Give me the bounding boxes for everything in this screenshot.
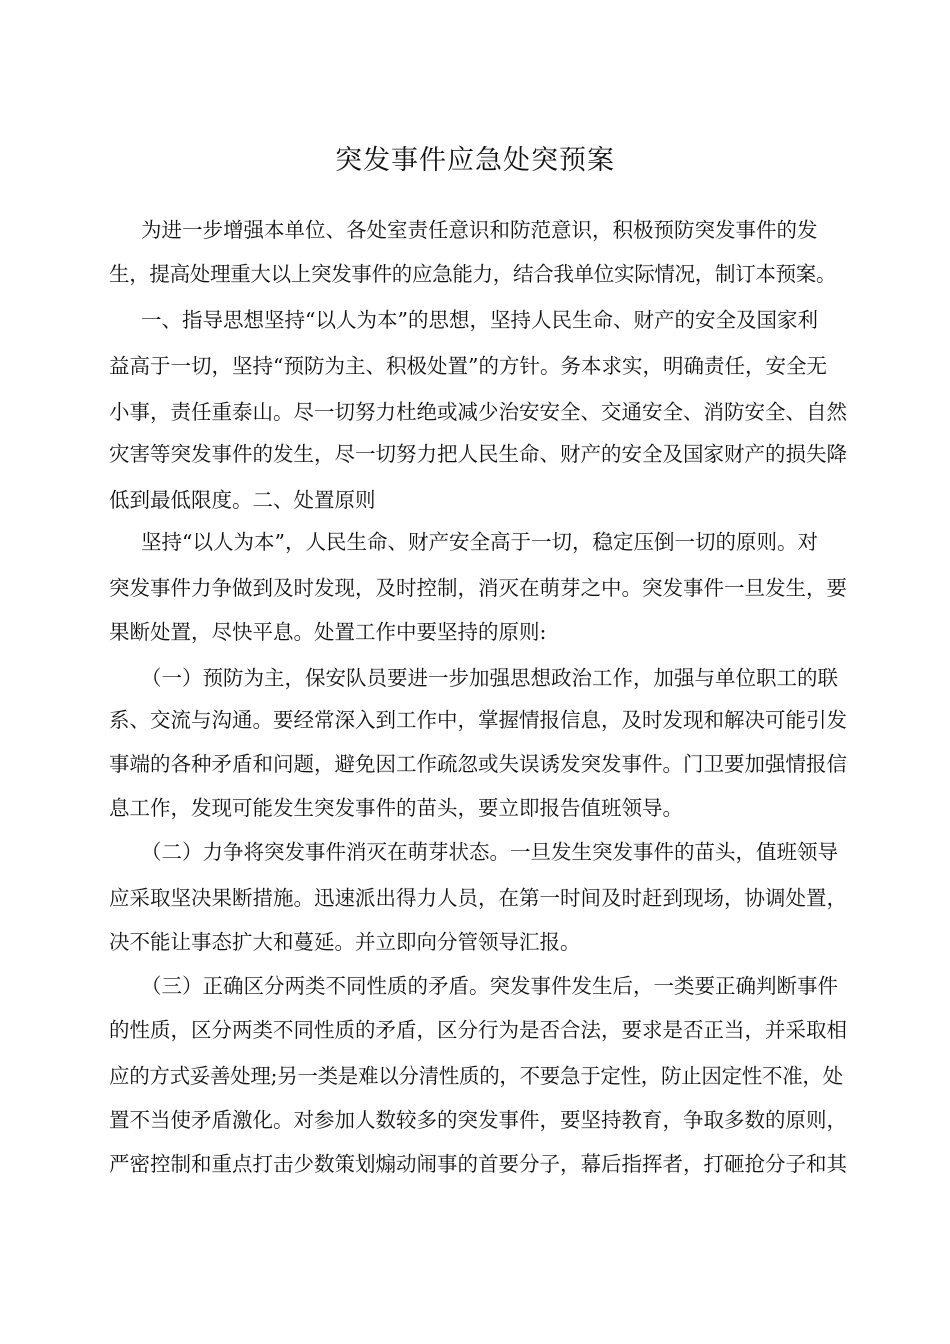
paragraph-line: 一、指导思想坚持“以人为本”的思想，坚持人民生命、财产的安全及国家利 [141,308,818,332]
paragraph-line: 系、交流与沟通。要经常深入到工作中，掌握情报信息，及时发现和解决可能引发 [109,708,847,732]
paragraph-line: 低到最低限度。二、处置原则 [109,488,376,512]
paragraph-line: 灾害等突发事件的发生，尽一切努力把人民生命、财产的安全及国家财产的损失降 [109,442,847,466]
paragraph-line: 置不当使矛盾激化。对参加人数较多的突发事件，要坚持教育，争取多数的原则， [109,1108,847,1132]
paragraph-line: 小事，责任重泰山。尽一切努力杜绝或减少治安安全、交通安全、消防安全、自然 [109,400,847,424]
paragraph-line: 为进一步增强本单位、各处室责任意识和防范意识，积极预防突发事件的发 [141,218,818,242]
paragraph-line: 生，提高处理重大以上突发事件的应急能力，结合我单位实际情况，制订本预案。 [109,262,837,286]
paragraph-line: 事端的各种矛盾和问题，避免因工作疏忽或失误诱发突发事件。门卫要加强情报信 [109,752,847,776]
paragraph-line: 坚持“以人为本”，人民生命、财产安全高于一切，稳定压倒一切的原则。对 [141,530,818,554]
paragraph-line: 益高于一切，坚持“预防为主、积极处置”的方针。务本求实，明确责任，安全无 [109,354,827,378]
paragraph-line: （三）正确区分两类不同性质的矛盾。突发事件发生后，一类要正确判断事件 [141,974,838,998]
paragraph-line: 突发事件力争做到及时发现，及时控制，消灭在萌芽之中。突发事件一旦发生，要 [109,576,847,600]
paragraph-line: 果断处置，尽快平息。处置工作中要坚持的原则: [109,620,547,644]
paragraph-line: 严密控制和重点打击少数策划煽动闹事的首要分子，幕后指挥者，打砸抢分子和其 [109,1152,847,1176]
paragraph-line: （一）预防为主，保安队员要进一步加强思想政治工作，加强与单位职工的联 [141,666,838,690]
paragraph-line: 决不能让事态扩大和蔓延。并立即向分管领导汇报。 [109,930,581,954]
paragraph-line: 息工作，发现可能发生突发事件的苗头，要立即报告值班领导。 [109,796,683,820]
paragraph-line: 的性质，区分两类不同性质的矛盾，区分行为是否合法，要求是否正当，并采取相 [109,1018,847,1042]
paragraph-line: 应的方式妥善处理;另一类是难以分清性质的，不要急于定性，防止因定性不准，处 [109,1064,843,1088]
paragraph-line: 应采取坚决果断措施。迅速派出得力人员，在第一时间及时赶到现场，协调处置， [109,886,847,910]
document-title: 突发事件应急处突预案 [335,145,615,176]
paragraph-line: （二）力争将突发事件消灭在萌芽状态。一旦发生突发事件的苗头，值班领导 [141,840,838,864]
